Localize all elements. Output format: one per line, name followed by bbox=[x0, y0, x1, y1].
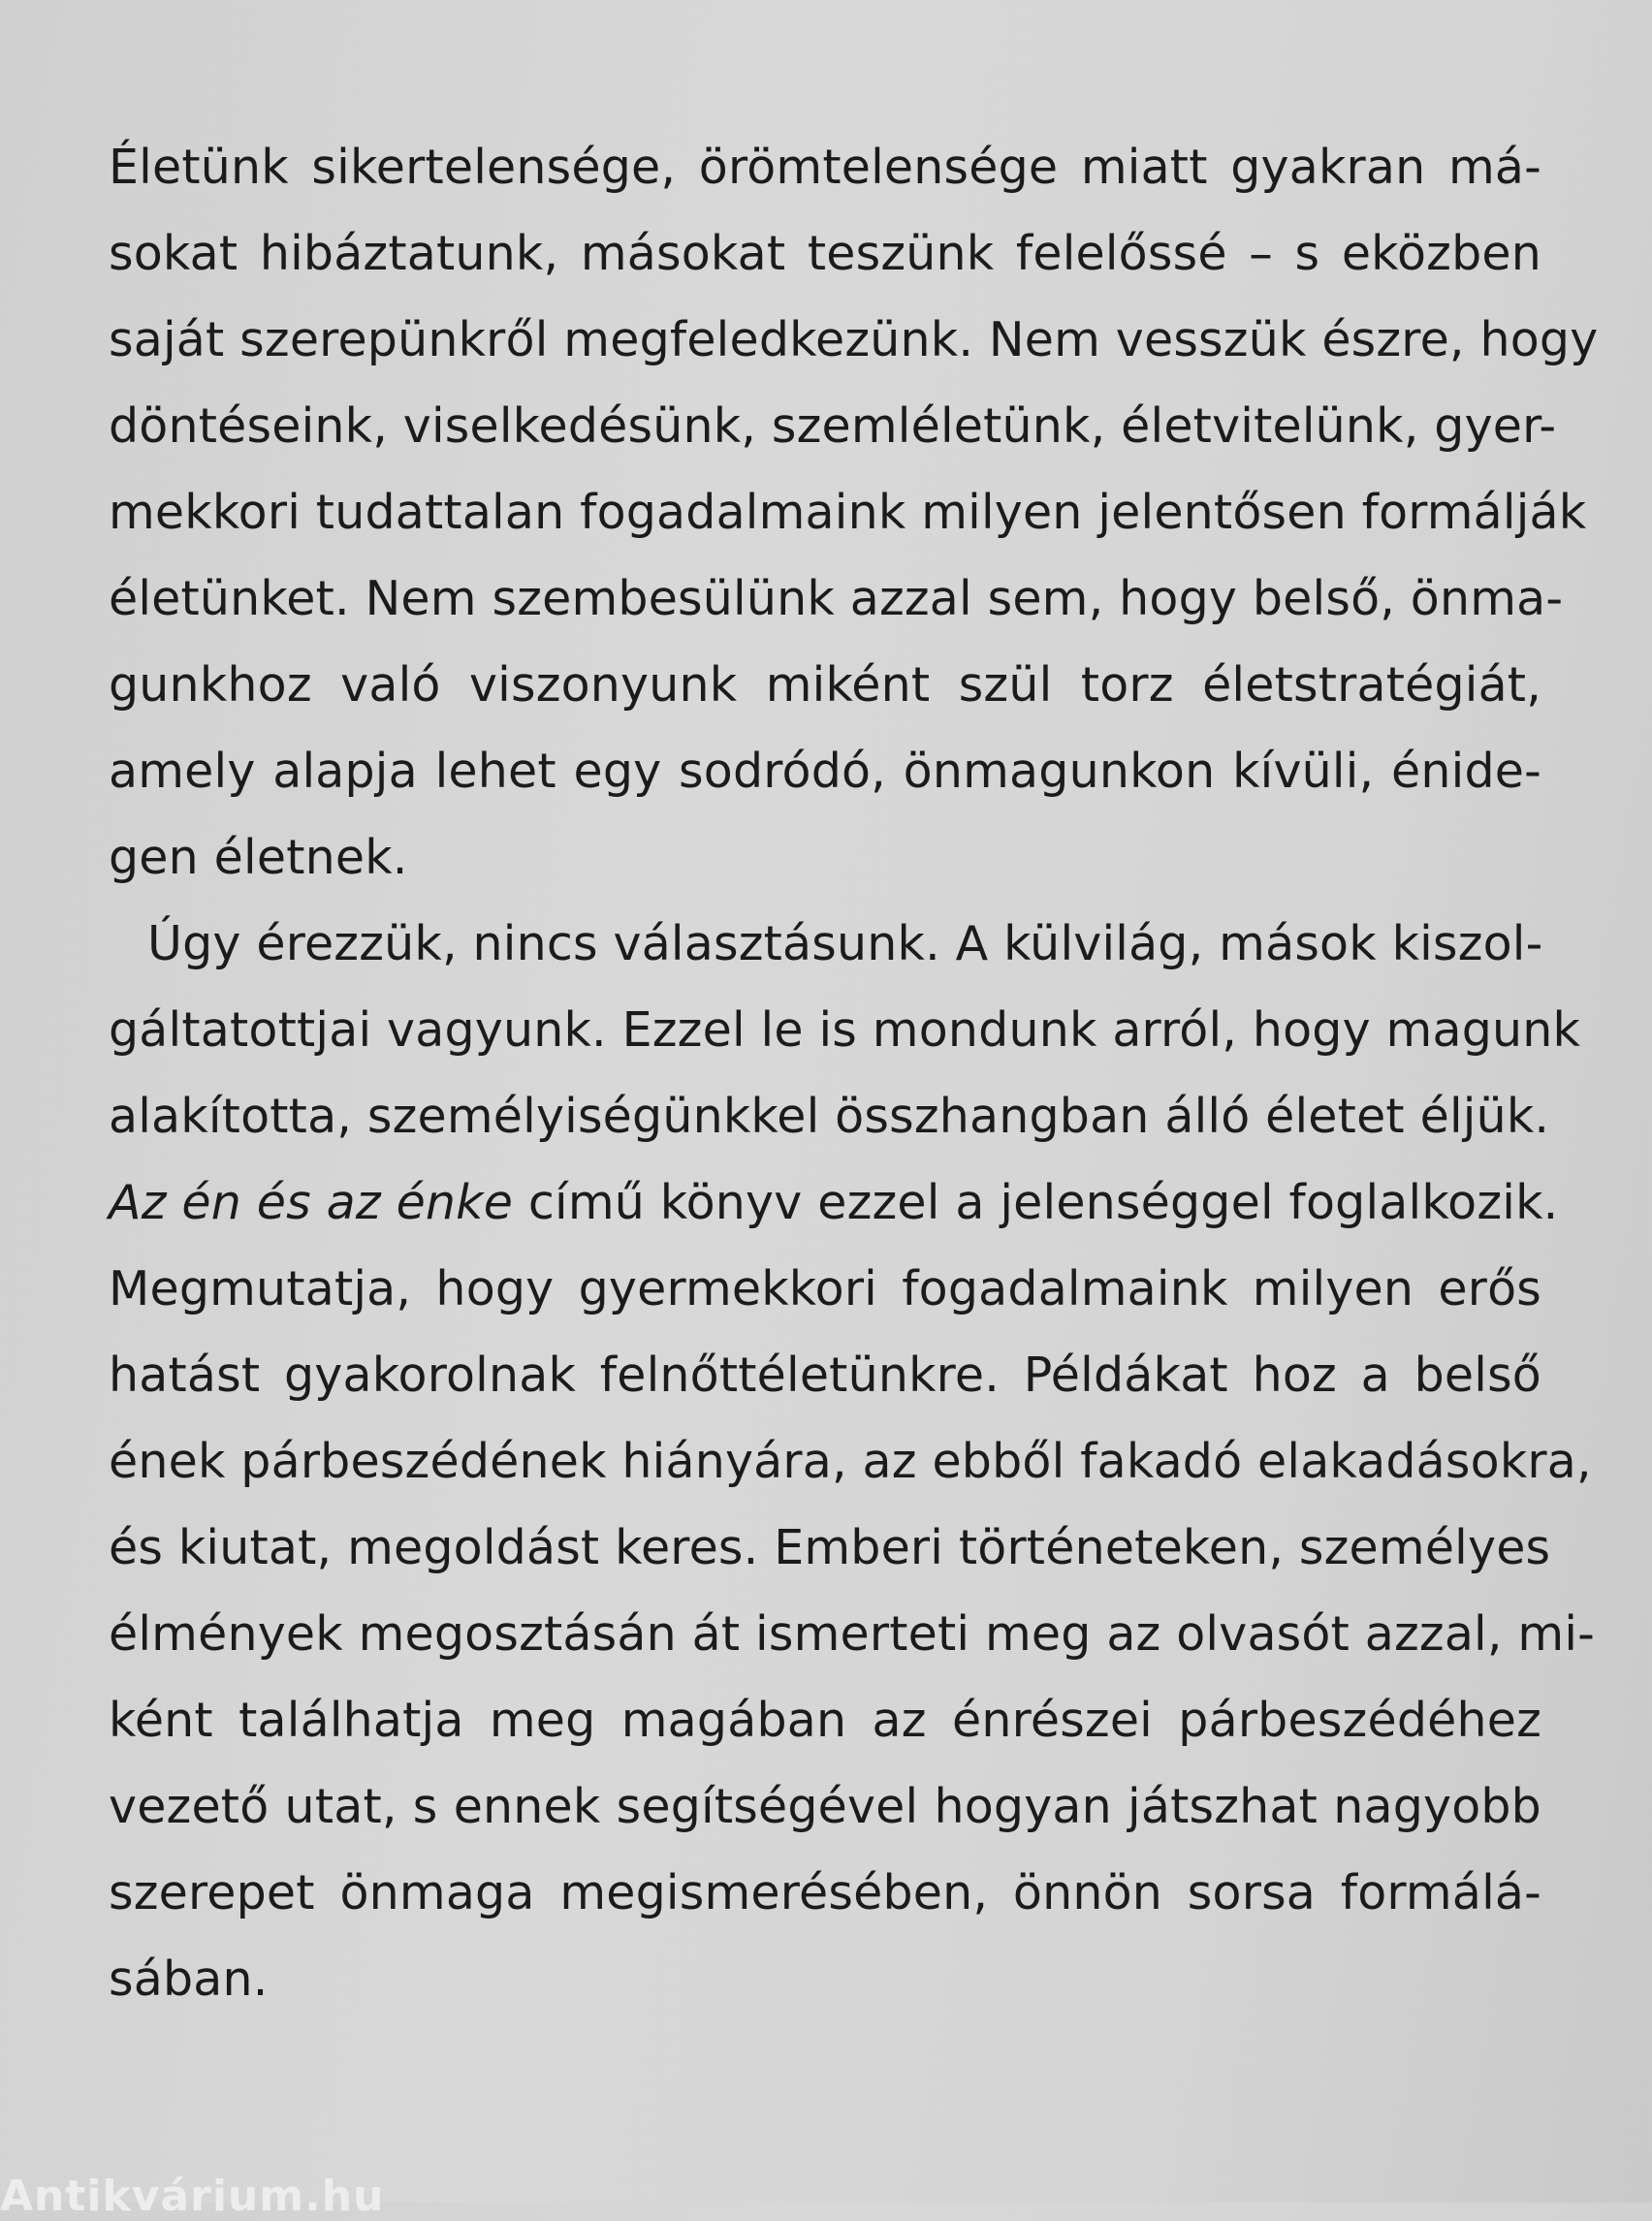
text-line: és kiutat, megoldást keres. Emberi történeteken, személyes bbox=[109, 1520, 1551, 1575]
text-line: sokat hibáztatunk, másokat teszünk felelőssé – s eközben bbox=[109, 226, 1541, 281]
text-line: sában. bbox=[109, 1951, 269, 2007]
text-line: amely alapja lehet egy sodródó, önmagunkon kívüli, énide- bbox=[109, 744, 1541, 799]
text-line: gunkhoz való viszonyunk miként szül torz életstratégiát, bbox=[109, 657, 1541, 713]
text-line: ként találhatja meg magában az énrészei párbeszédéhez bbox=[109, 1693, 1541, 1748]
text-line: hatást gyakorolnak felnőttéletünkre. Példákat hoz a belső bbox=[109, 1348, 1541, 1403]
book-title: Az én és az énke bbox=[109, 1175, 514, 1230]
text-line: Életünk sikertelensége, örömtelensége miatt gyakran má- bbox=[109, 140, 1541, 195]
text-line: gáltatottjai vagyunk. Ezzel le is mondunk arról, hogy magunk bbox=[109, 1002, 1581, 1058]
text-line: gen életnek. bbox=[109, 830, 408, 885]
text-line: Úgy érezzük, nincs választásunk. A külvilág, mások kiszol- bbox=[147, 916, 1543, 971]
text-line: döntéseink, viselkedésünk, szemléletünk, életvitelünk, gyer- bbox=[109, 398, 1557, 454]
text-line: Megmutatja, hogy gyermekkori fogadalmaink milyen erős bbox=[109, 1261, 1541, 1317]
text-line: ének párbeszédének hiányára, az ebből fakadó elakadásokra, bbox=[109, 1434, 1592, 1489]
text-line: vezető utat, s ennek segítségével hogyan játszhat nagyobb bbox=[109, 1779, 1541, 1834]
text-line: életünket. Nem szembesülünk azzal sem, hogy belső, önma- bbox=[109, 571, 1564, 626]
text-line: szerepet önmaga megismerésében, önnön sorsa formálá- bbox=[109, 1865, 1541, 1920]
text-line: élmények megosztásán át ismerteti meg az olvasót azzal, mi- bbox=[109, 1606, 1596, 1662]
body-text bbox=[109, 124, 1599, 2022]
text-line bbox=[109, 1159, 1559, 1246]
text-line: alakította, személyiségünkkel összhangban álló életet éljük. bbox=[109, 1089, 1550, 1144]
text-line: saját szerepünkről megfeledkezünk. Nem vesszük észre, hogy bbox=[109, 312, 1599, 367]
text-line: mekkori tudattalan fogadalmaink milyen jelentősen formálják bbox=[109, 485, 1587, 540]
watermark: Antikvárium.hu bbox=[0, 2172, 385, 2221]
text-fragment: című könyv ezzel a jelenséggel foglalkozik. bbox=[513, 1175, 1559, 1230]
